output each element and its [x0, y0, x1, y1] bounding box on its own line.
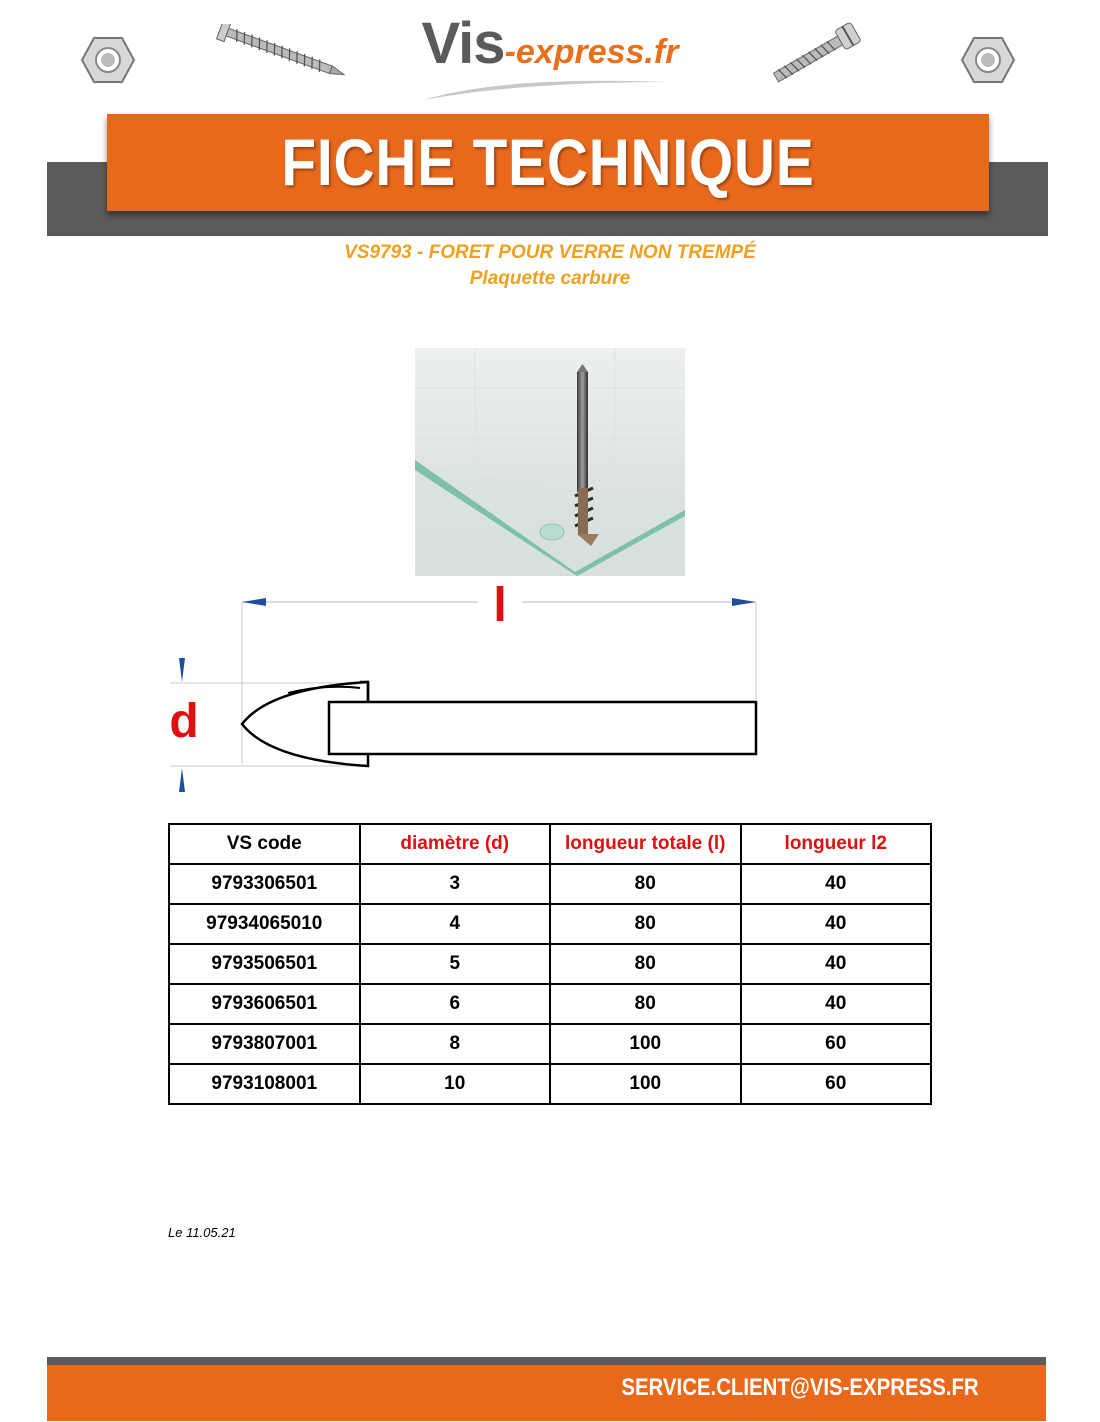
- length-l2-cell: 60: [741, 1064, 932, 1104]
- logo-main-text: Vis: [421, 11, 505, 76]
- header-diameter: diamètre (d): [360, 824, 551, 864]
- diameter-cell: 5: [360, 944, 551, 984]
- diameter-cell: 6: [360, 984, 551, 1024]
- technical-drawing: [160, 584, 780, 806]
- header-vs-code: VS code: [169, 824, 360, 864]
- table-row: [169, 944, 931, 984]
- document-date: Le 11.05.21: [168, 1225, 236, 1240]
- diameter-cell: 3: [360, 864, 551, 904]
- table-row: [169, 1024, 931, 1064]
- vs-code-cell: 9793807001: [169, 1024, 360, 1064]
- vs-code-cell: 9793506501: [169, 944, 360, 984]
- total-length-cell: 100: [550, 1024, 741, 1064]
- diameter-cell: 8: [360, 1024, 551, 1064]
- vs-code-cell: 9793108001: [169, 1064, 360, 1104]
- spec-table: [168, 823, 932, 1105]
- total-length-cell: 100: [550, 1064, 741, 1104]
- total-length-cell: 80: [550, 944, 741, 984]
- logo-domain-text: -express.fr: [504, 33, 679, 71]
- footer-email-link[interactable]: SERVICE.CLIENT@VIS-EXPRESS.FR: [621, 1374, 979, 1401]
- table-row: [169, 864, 931, 904]
- product-photo: [415, 348, 685, 576]
- logo-swoosh-icon: [420, 74, 680, 104]
- vs-code-cell: 9793306501: [169, 864, 360, 904]
- length-l2-cell: 60: [741, 1024, 932, 1064]
- length-l2-cell: 40: [741, 904, 932, 944]
- diameter-cell: 4: [360, 904, 551, 944]
- table-header-row: [169, 824, 931, 864]
- length-l2-cell: 40: [741, 944, 932, 984]
- footer-stripe: [47, 1357, 1046, 1365]
- header-length-l2: longueur l2: [741, 824, 932, 864]
- length-label: l: [493, 579, 507, 632]
- product-subtitle: Plaquette carbure: [469, 268, 631, 289]
- vs-code-cell: 97934065010: [169, 904, 360, 944]
- product-title: VS9793 - FORET POUR VERRE NON TREMPÉ: [344, 242, 756, 263]
- table-row: [169, 984, 931, 1024]
- total-length-cell: 80: [550, 864, 741, 904]
- page-title: FICHE TECHNIQUE: [281, 125, 815, 199]
- length-l2-cell: 40: [741, 984, 932, 1024]
- diameter-label: d: [169, 695, 199, 748]
- vs-code-cell: 9793606501: [169, 984, 360, 1024]
- table-row: [169, 1064, 931, 1104]
- table-row: [169, 904, 931, 944]
- header-total-length: longueur totale (l): [550, 824, 741, 864]
- total-length-cell: 80: [550, 984, 741, 1024]
- length-l2-cell: 40: [741, 864, 932, 904]
- diameter-cell: 10: [360, 1064, 551, 1104]
- total-length-cell: 80: [550, 904, 741, 944]
